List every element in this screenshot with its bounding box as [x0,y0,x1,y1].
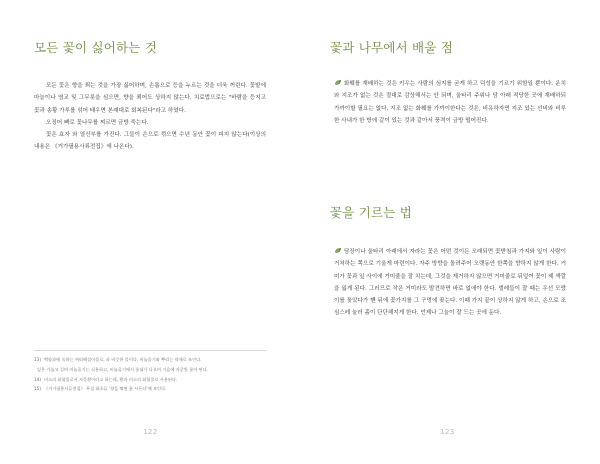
footnote [34,376,266,385]
left-paragraph-2: 오징어 뼈로 꽃나무를 찌르면 금방 죽는다. [46,119,149,126]
footnote-number: 13) [34,357,41,362]
footnote [34,385,266,394]
right-paragraph-2 [334,246,566,320]
footnote-text: 백합과에 속하는 여러해살이풀로, 파 비슷한 풀이다. 비늘줄기와 뿌리는 약재로 쓰인다. [43,357,202,362]
right-page [300,0,600,464]
right-section-1-text: 화훼를 재배하는 것은 키우는 사람의 심지를 굳게 하고 덕성을 기르기 위함일 뿐이다. 운치와 지조가 없는 것은 절대로 감상해서는 안 되며, 울타리 주위나 담 아래 적당한 곳에 재배하되 가까이할 필요는 없다. 지조 없는 화훼를 가까이한다는 것은, 비유하자면 지조 있는 선비와 비루한 사내가 한 방에 같이 있는 것과 같아서 풍격이 금방 떨어진다. [334,81,566,124]
leaf-icon [334,79,342,86]
footnote-text: 비소의 화합물로서 자웅황이라고 하는데, 황과 비소의 화합물로 사용된다. [43,376,178,382]
footnote-text: 잎은 가늘고 길며 비늘줄기는 식용하고, 비늘줄기에서 꽃대가 나오며 가을에 자줏빛 꽃이 핀다. [37,366,209,372]
right-heading-1: 꽃과 나무에서 배울 점 [330,40,453,55]
page-number-left: 122 [143,428,158,436]
footnote-number: 14) [34,376,41,382]
right-section-2 [334,246,566,320]
footnotes [34,356,266,395]
footnote-divider [34,350,266,351]
footnote [34,366,266,375]
right-heading-2: 꽃을 기르는 법 [330,205,412,220]
right-section-1 [334,78,566,127]
footnote-text: 《거가필용사류전집》 무집 화초류 '향을 쬐면 꽃 시든다'에 보인다. [43,386,167,392]
leaf-icon [334,247,342,254]
right-paragraph-1 [334,78,566,127]
left-body [34,80,266,154]
right-section-2-text: 담장이나 울타리 아래에서 자라는 꽃은 어떤 것이든 오래되면 꽃받침과 가지와 잎이 사람이 거처하는 쪽으로 기울게 마련이다. 자주 방향을 돌려주어 오랫동안 한쪽을 향하지 않게 한다. 거미가 꽃과 잎 사이에 거미줄을 잘 치는데, 그것을 제거하지 않으면 거미줄로 뒤덮여 꽃이 제 색깔을 잃게 된다. 그러므로 작은 거미라도 발견하면 바로 없애야 한다. 벌레들이 잘 때는 우선 모랑이를 꽂았다가 뺀 뒤에 꽃가지를 그 구멍에 꽂는다. 이때 가지 끝이 상하지 않게 하고, 손으로 조심스레 눌러 흙이 단단해지게 한다. 언제나 그늘이 잘 드는 곳에 둔다. [334,249,566,317]
page-number-right: 123 [440,428,455,436]
left-paragraph-3: 꽃은 효자 와 열신부를 가진다. 그들이 손으로 꺾으면 수년 동안 꽃이 피지 않는다(이상의 내용은 《거가필용사류전집》에 나온다). [34,132,266,151]
left-paragraph-1: 모든 꽃은 향을 쬐는 것을 가장 싫어하며, 손톱으로 등을 누르는 것을 더욱 꺼린다. 꽃밭에 마늘이나 염교 및 그무릇을 심으면, 향을 쬐어도 상하지 않는다. 치료법으로는 "바람을 등지고 꽃과 송황 가루를 섞어 태우면 본래대로 회복된다"라고 하였다. [34,83,266,114]
footnote [34,356,266,365]
footnote-number: 15) [34,386,41,392]
left-heading: 모든 꽃이 싫어하는 것 [34,40,157,55]
